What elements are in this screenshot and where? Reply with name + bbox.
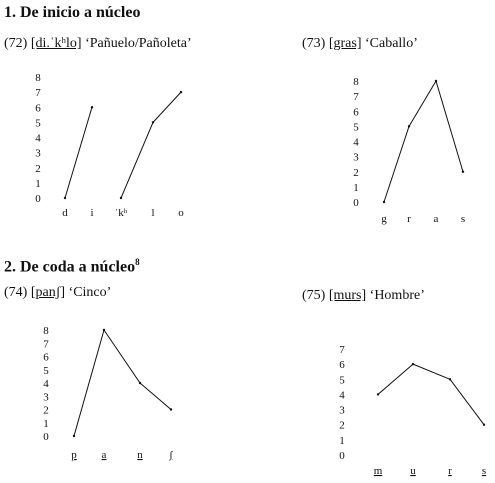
y-tick-label: 7 bbox=[353, 91, 359, 104]
y-tick-label: 6 bbox=[339, 359, 345, 372]
sonority-segment bbox=[378, 364, 413, 394]
y-tick-label: 6 bbox=[35, 102, 41, 115]
y-tick-label: 2 bbox=[353, 166, 359, 179]
y-tick-label: 8 bbox=[353, 76, 359, 88]
y-tick-label: 1 bbox=[353, 181, 359, 194]
x-category-label: r bbox=[448, 465, 452, 477]
y-tick-label: 7 bbox=[35, 87, 41, 100]
example-number: (74) bbox=[4, 285, 28, 300]
sonority-segment bbox=[450, 379, 484, 424]
y-tick-label: 8 bbox=[35, 72, 41, 84]
sonority-point bbox=[180, 91, 182, 93]
x-category-label: ʃ bbox=[169, 449, 173, 461]
y-tick-label: 6 bbox=[353, 106, 359, 119]
example-word: [murs] bbox=[328, 288, 367, 303]
x-category-label: s bbox=[460, 213, 466, 225]
x-category-label: o bbox=[178, 207, 184, 219]
y-tick-label: 1 bbox=[339, 434, 345, 447]
x-category-label: l bbox=[151, 207, 155, 219]
sonority-point bbox=[483, 424, 485, 426]
x-category-label: s bbox=[481, 465, 487, 477]
x-category-label: ˈkʰ bbox=[114, 207, 128, 219]
footnote-marker: 8 bbox=[135, 257, 140, 267]
y-tick-label: 3 bbox=[353, 151, 359, 164]
example-number: (72) bbox=[4, 36, 28, 51]
y-tick-label: 6 bbox=[43, 351, 49, 364]
section-1-heading: 1. De inicio a núcleo bbox=[4, 4, 141, 21]
x-category-label: a bbox=[433, 213, 439, 225]
sonority-segment bbox=[74, 330, 104, 436]
x-category-label: r bbox=[407, 213, 411, 225]
x-category-label: g bbox=[381, 213, 387, 225]
y-tick-label: 1 bbox=[35, 177, 41, 190]
sonority-segment bbox=[413, 364, 450, 379]
y-tick-label: 0 bbox=[43, 431, 49, 443]
sonority-point bbox=[170, 408, 172, 410]
sonority-segment bbox=[140, 383, 171, 410]
sonority-point bbox=[91, 106, 93, 108]
sonority-segment bbox=[384, 126, 409, 202]
y-tick-label: 7 bbox=[43, 338, 49, 351]
x-category-label: i bbox=[90, 207, 94, 219]
x-category-label: p bbox=[71, 449, 77, 461]
section-2-heading: 2. De coda a núcleo$^8$ bbox=[4, 257, 140, 276]
y-tick-label: 4 bbox=[43, 378, 49, 390]
x-category-label: u bbox=[410, 465, 416, 477]
y-tick-label: 4 bbox=[35, 132, 41, 145]
y-tick-label: 2 bbox=[339, 419, 345, 432]
y-tick-label: 5 bbox=[339, 374, 345, 387]
example-number: (73) bbox=[302, 36, 326, 51]
y-tick-label: 3 bbox=[339, 404, 345, 417]
y-tick-label: 2 bbox=[35, 162, 41, 175]
example-number: (75) bbox=[302, 288, 326, 303]
y-tick-label: 4 bbox=[353, 136, 359, 149]
example-gloss: ‘Caballo’ bbox=[364, 36, 418, 51]
sonority-segment bbox=[65, 107, 92, 198]
y-tick-label: 5 bbox=[353, 121, 359, 134]
y-tick-label: 3 bbox=[35, 147, 41, 160]
y-tick-label: 3 bbox=[43, 391, 49, 404]
x-category-label: m bbox=[373, 465, 383, 477]
y-tick-label: 1 bbox=[43, 417, 49, 430]
example-word: [gras] bbox=[328, 36, 362, 51]
x-category-label: d bbox=[62, 207, 68, 219]
y-tick-label: 8 bbox=[43, 325, 49, 337]
example-gloss: ‘Hombre’ bbox=[369, 288, 425, 303]
example-word: [panʃ] bbox=[30, 285, 66, 300]
sonority-segment bbox=[121, 122, 153, 198]
example-gloss: ‘Pañuelo/Pañoleta’ bbox=[85, 36, 192, 51]
y-tick-label: 2 bbox=[43, 404, 49, 417]
y-tick-label: 0 bbox=[35, 193, 41, 205]
x-category-label: a bbox=[101, 449, 107, 461]
y-tick-label: 7 bbox=[339, 344, 345, 356]
y-tick-label: 5 bbox=[43, 364, 49, 377]
sonority-segment bbox=[436, 81, 463, 172]
y-tick-label: 0 bbox=[339, 450, 345, 462]
sonority-segment bbox=[153, 92, 181, 122]
sonority-segment bbox=[104, 330, 140, 383]
sonority-point bbox=[462, 171, 464, 173]
y-tick-label: 4 bbox=[339, 389, 345, 402]
x-category-label: n bbox=[137, 449, 143, 461]
y-tick-label: 5 bbox=[35, 117, 41, 130]
example-gloss: ‘Cinco’ bbox=[68, 285, 112, 300]
y-tick-label: 0 bbox=[353, 197, 359, 209]
sonority-segment bbox=[409, 81, 436, 126]
example-word: [di.ˈkʰlo] bbox=[30, 36, 82, 51]
